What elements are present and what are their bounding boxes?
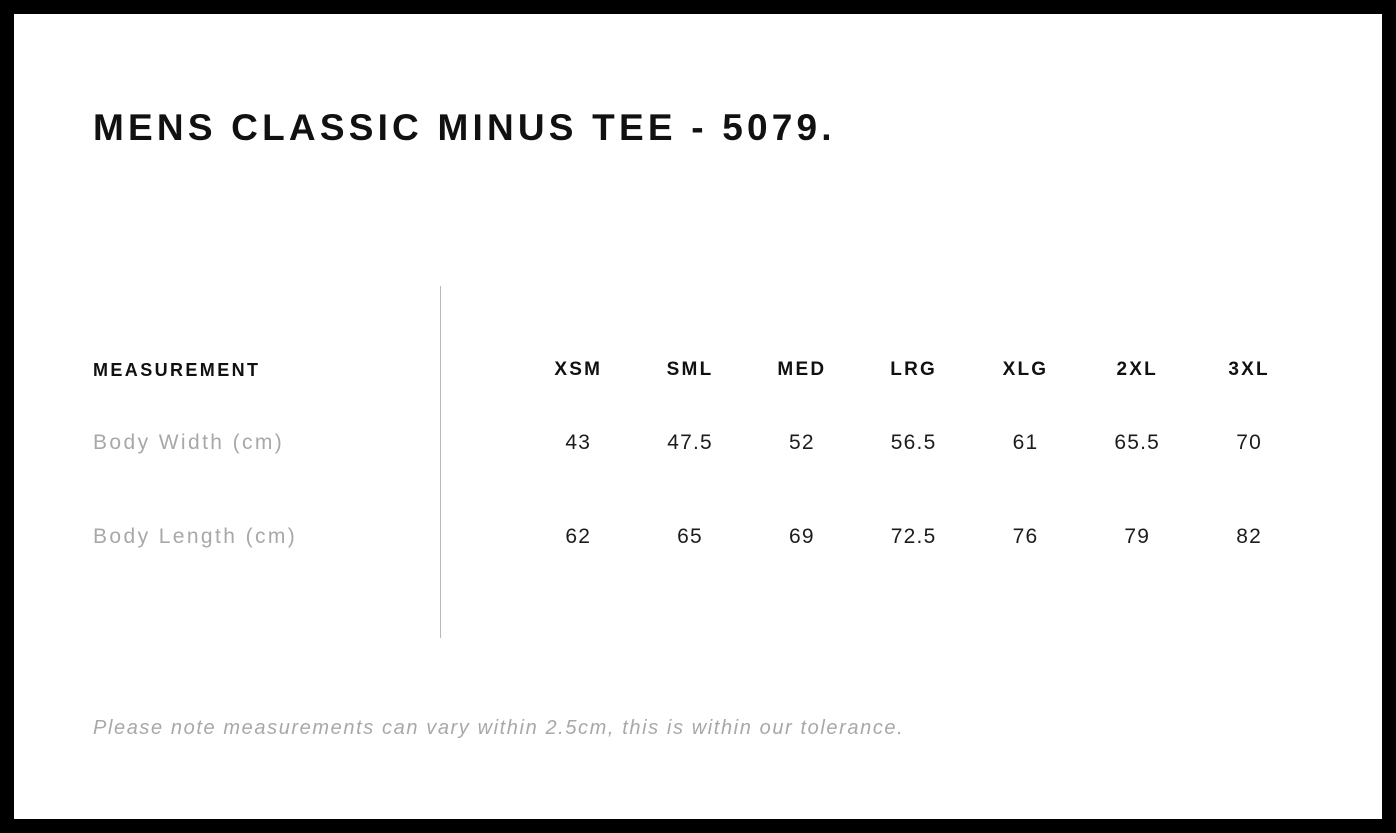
size-chart-table xyxy=(93,344,1305,584)
cell-body-length-3xl: 82 xyxy=(1236,525,1262,548)
row-label-body-length: Body Length (cm) xyxy=(93,525,298,548)
column-header-sml: SML xyxy=(666,359,714,380)
tolerance-footnote: Please note measurements can vary within 2.5cm, this is within our tolerance. xyxy=(93,717,905,739)
cell-body-width-2xl: 65.5 xyxy=(1114,431,1161,454)
row-label-body-width: Body Width (cm) xyxy=(93,431,285,454)
column-header-measurement: MEASUREMENT xyxy=(93,359,261,380)
table-row xyxy=(93,396,1305,490)
cell-body-width-sml: 47.5 xyxy=(667,431,713,454)
column-header-xlg: XLG xyxy=(1002,359,1049,380)
cell-body-length-xsm: 62 xyxy=(565,525,592,548)
cell-body-length-lrg: 72.5 xyxy=(890,525,937,548)
table-header-row xyxy=(93,344,1305,396)
cell-body-width-med: 52 xyxy=(788,431,815,454)
cell-body-width-lrg: 56.5 xyxy=(890,431,937,454)
column-header-3xl: 3XL xyxy=(1228,359,1270,380)
cell-body-width-3xl: 70 xyxy=(1236,431,1262,454)
cell-body-length-xlg: 76 xyxy=(1012,525,1039,548)
column-header-med: MED xyxy=(777,359,827,380)
cell-body-length-2xl: 79 xyxy=(1124,525,1151,548)
table-row xyxy=(93,490,1305,584)
size-chart-sheet xyxy=(14,14,1382,819)
column-header-xsm: XSM xyxy=(554,359,603,380)
cell-body-length-sml: 65 xyxy=(677,525,703,548)
column-header-lrg: LRG xyxy=(890,359,937,380)
page-title: MENS CLASSIC MINUS TEE - 5079. xyxy=(93,107,836,148)
cell-body-width-xlg: 61 xyxy=(1012,431,1039,454)
column-header-2xl: 2XL xyxy=(1116,359,1158,380)
cell-body-width-xsm: 43 xyxy=(565,431,592,454)
cell-body-length-med: 69 xyxy=(788,525,815,548)
